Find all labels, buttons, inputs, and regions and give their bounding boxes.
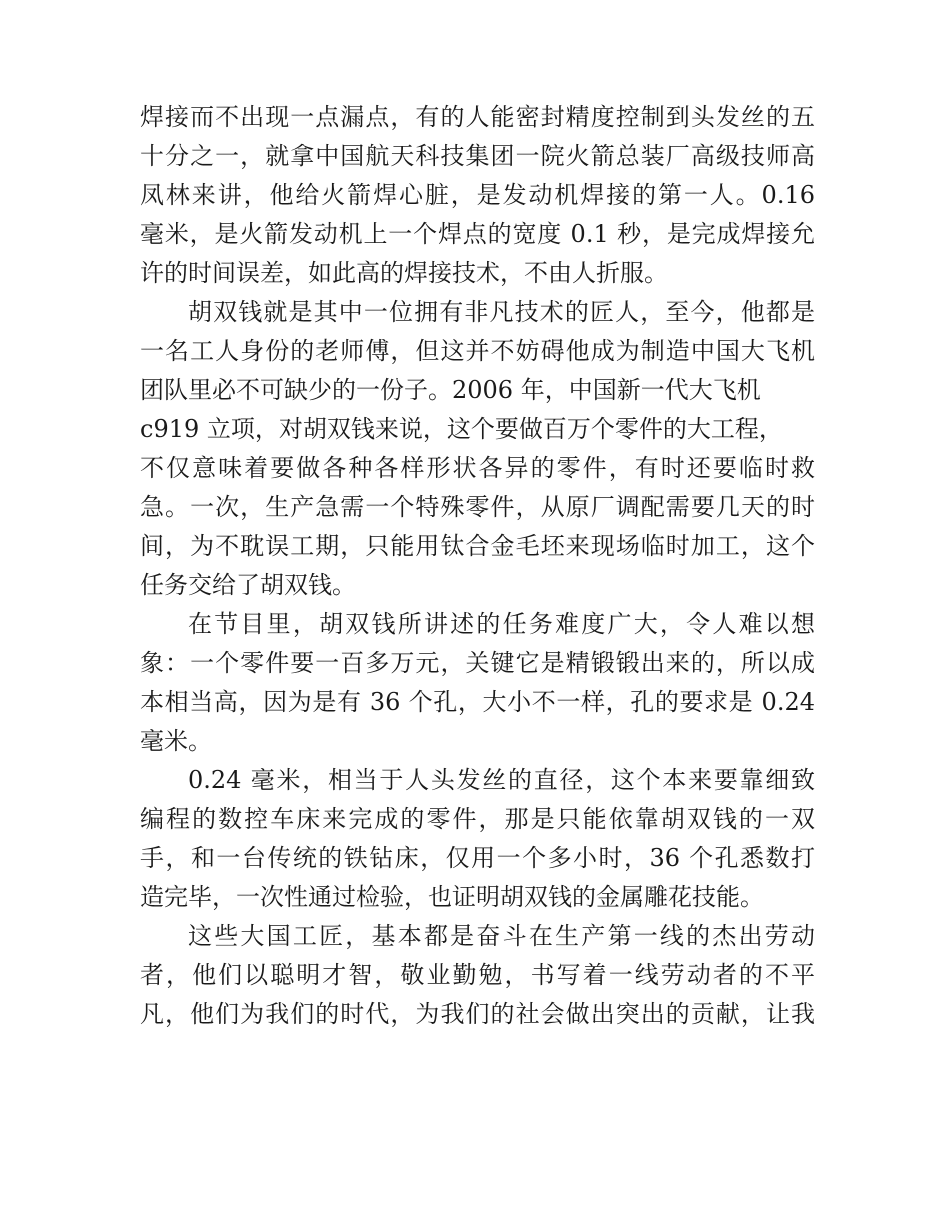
paragraph-3 [140, 605, 815, 761]
text-line: c919 立项，对胡双钱来说，这个要做百万个零件的大工程， [140, 415, 783, 443]
text-line: 编程的数控车床来完成的零件，那是只能依靠胡双钱的一双 [140, 805, 815, 833]
text-line: 手，和一台传统的铁钻床，仅用一个多小时，36 个孔悉数打 [140, 844, 815, 872]
text-line: 0.24 毫米，相当于人头发丝的直径，这个本来要靠细致 [188, 766, 815, 794]
text-line: 许的时间误差，如此高的焊接技术，不由人折服。 [140, 259, 668, 287]
text-line: 十分之一，就拿中国航天科技集团一院火箭总装厂高级技师高 [140, 142, 815, 170]
paragraph-5 [140, 917, 815, 1034]
text-line: 不仅意味着要做各种各样形状各异的零件，有时还要临时救 [140, 454, 815, 482]
text-line: 在节目里，胡双钱所讲述的任务难度广大，令人难以想 [188, 610, 815, 638]
paragraph-2 [140, 293, 815, 605]
text-line: 凤林来讲，他给火箭焊心脏，是发动机焊接的第一人。0.16 [140, 181, 815, 209]
text-line: 者，他们以聪明才智，敬业勤勉，书写着一线劳动者的不平 [140, 961, 815, 989]
text-line: 造完毕，一次性通过检验，也证明胡双钱的金属雕花技能。 [140, 883, 764, 911]
text-line: 间，为不耽误工期，只能用钛合金毛坯来现场临时加工，这个 [140, 532, 815, 560]
text-line: 一名工人身份的老师傅，但这并不妨碍他成为制造中国大飞机 [140, 337, 815, 365]
document-page [140, 98, 815, 1034]
paragraph-4 [140, 761, 815, 917]
text-line: 象：一个零件要一百多万元，关键它是精锻锻出来的，所以成 [140, 649, 815, 677]
text-line: 毫米，是火箭发动机上一个焊点的宽度 0.1 秒，是完成焊接允 [140, 220, 815, 248]
text-line: 团队里必不可缺少的一份子。2006 年，中国新一代大飞机 [140, 376, 761, 404]
text-line: 焊接而不出现一点漏点，有的人能密封精度控制到头发丝的五 [140, 103, 815, 131]
text-line: 任务交给了胡双钱。 [140, 571, 356, 599]
text-line: 毫米。 [140, 727, 212, 755]
text-line: 这些大国工匠，基本都是奋斗在生产第一线的杰出劳动 [188, 922, 815, 950]
paragraph-1 [140, 98, 815, 293]
text-line: 急。一次，生产急需一个特殊零件，从原厂调配需要几天的时 [140, 493, 815, 521]
text-line: 胡双钱就是其中一位拥有非凡技术的匠人，至今，他都是 [188, 298, 815, 326]
text-line: 本相当高，因为是有 36 个孔，大小不一样，孔的要求是 0.24 [140, 688, 815, 716]
text-line: 凡，他们为我们的时代，为我们的社会做出突出的贡献，让我 [140, 1000, 815, 1028]
